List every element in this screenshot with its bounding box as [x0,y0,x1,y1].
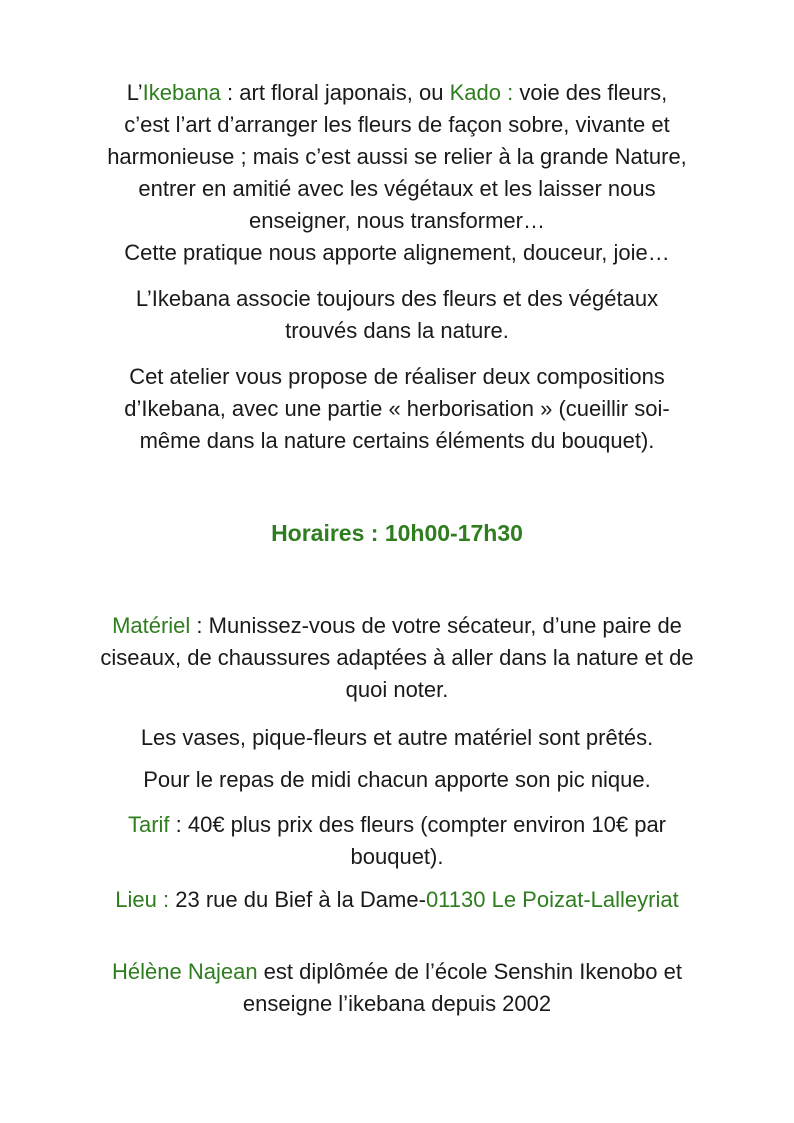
vases-line: Les vases, pique-fleurs et autre matériel sont prêtés. [140,725,654,750]
tarif-line-1 [60,809,734,841]
intro-paragraph [60,77,734,269]
para3-line-1: Cet atelier vous propose de réaliser deux compositions [129,364,665,389]
kado-term: Kado : [449,80,514,105]
repas-line: Pour le repas de midi chacun apporte son pic nique. [143,767,651,792]
para2-line-2: trouvés dans la nature. [285,318,509,343]
lieu-city: 01130 Le Poizat-Lalleyriat [425,887,679,912]
tarif-line-2: bouquet). [350,844,444,869]
lieu-label: Lieu : [115,887,170,912]
ikebana-term: Ikebana [142,80,221,105]
intro-line-3: harmonieuse ; mais c’est aussi se relier à la grande Nature, [107,144,687,169]
materiel-label: Matériel [112,613,191,638]
intro-line-5: enseigner, nous transformer… [249,208,545,233]
intro-line-2: c’est l’art d’arranger les fleurs de façon sobre, vivante et [124,112,670,137]
intro-mid: : art floral japonais, ou [220,80,450,105]
lieu-inner [60,884,734,916]
para3-line-3: même dans la nature certains éléments du bouquet). [139,428,655,453]
teacher-name: Hélène Najean [112,959,258,984]
materiel-line-1 [60,610,734,642]
teacher-line-1 [60,956,734,988]
tarif-text: : 40€ plus prix des fleurs (compter environ 10€ par [169,812,667,837]
teacher-text: est diplômée de l’école Senshin Ikenobo et [257,959,682,984]
intro-suffix: voie des fleurs, [513,80,668,105]
lieu-address: 23 rue du Bief à la Dame- [169,887,426,912]
para3-line-2: d’Ikebana, avec une partie « herborisation » (cueillir soi- [124,396,670,421]
materiel-text: : Munissez-vous de votre sécateur, d’une paire de [190,613,682,638]
tarif-label: Tarif [127,812,170,837]
lieu-line [60,884,734,916]
intro-prefix: L’ [126,80,143,105]
intro-line-1 [60,77,734,109]
teacher-paragraph [60,956,734,1020]
horaires-heading: Horaires : 10h00-17h30 [271,520,523,546]
intro-line-4: entrer en amitié avec les végétaux et les laisser nous [138,176,656,201]
materiel-line-3: quoi noter. [345,677,449,702]
atelier-paragraph [60,361,734,457]
intro-line-6: Cette pratique nous apporte alignement, douceur, joie… [124,240,670,265]
teacher-line-2: enseigne l’ikebana depuis 2002 [242,991,552,1016]
ikebana-nature-paragraph [60,283,734,347]
para2-line-1: L’Ikebana associe toujours des fleurs et des végétaux [135,286,659,311]
materiel-line-2: ciseaux, de chaussures adaptées à aller dans la nature et de [100,645,694,670]
materiel-paragraph [60,610,734,706]
tarif-paragraph [60,809,734,873]
